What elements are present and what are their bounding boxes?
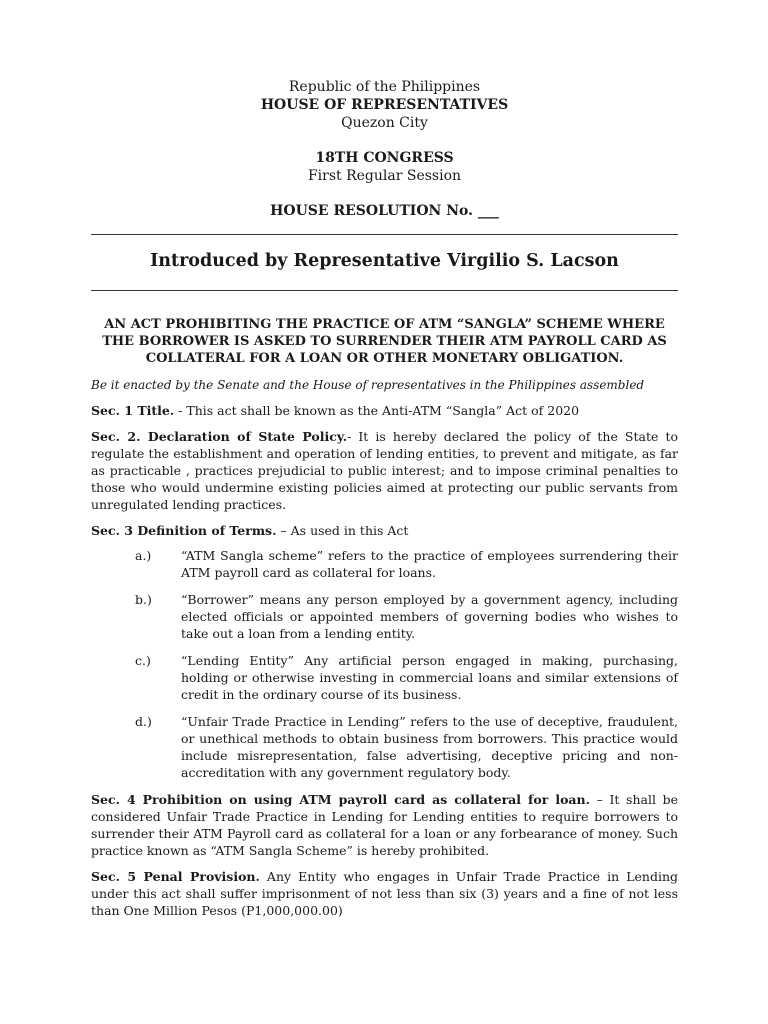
definition-item: [91, 713, 678, 781]
definition-label: b.): [135, 592, 152, 607]
section-2-body: - It is hereby declared the policy of the State to regulate the establishment and operation of lending entities, to prevent and mitigate, as far as practicable , practices prejudicial to public interest; and to impose criminal penalties to those who would undermine existing policies aimed at protecting our public servants from unregulated lending practices.: [91, 429, 678, 512]
section-5: [91, 868, 678, 919]
enacting-clause: Be it enacted by the Senate and the House of representatives in the Philippines assembled: [91, 378, 645, 392]
house-line: HOUSE OF REPRESENTATIVES: [260, 97, 509, 113]
section-2: [91, 428, 678, 513]
resolution-line: HOUSE RESOLUTION No. ___: [270, 203, 499, 219]
section-4-heading: Sec. 4 Prohibition on using ATM payroll card as collateral for loan.: [91, 792, 590, 807]
section-1-heading: Sec. 1 Title.: [91, 403, 175, 418]
session-line: First Regular Session: [307, 168, 462, 184]
section-4-body: – It shall be considered Unfair Trade Practice in Lending for Lending entities to require borrowers to surrender their ATM Payroll card as collateral for a loan or any forbearance of money. Such practice known as “ATM Sangla Scheme” is hereby prohibited.: [91, 792, 678, 858]
section-2-heading: Sec. 2. Declaration of State Policy.: [91, 429, 348, 444]
definition-text: “Unfair Trade Practice in Lending” refers to the use of deceptive, fraudulent, or unethical methods to obtain business from borrowers. This practice would include misrepresentation, false advertising, deceptive pricing and non-accreditation with any government regulatory body.: [181, 714, 678, 780]
section-3-body: – As used in this Act: [276, 523, 409, 538]
definition-text: “Borrower” means any person employed by a government agency, including elected officials or appointed members of governing bodies who wishes to take out a loan from a lending entity.: [181, 592, 678, 641]
bottom-divider: [91, 290, 678, 291]
definition-item: [91, 652, 678, 703]
section-5-heading: Sec. 5 Penal Provision.: [91, 869, 260, 884]
section-3: [91, 522, 678, 539]
document-page: [91, 78, 678, 919]
definition-text: “Lending Entity” Any artificial person engaged in making, purchasing, holding or otherwise investing in commercial loans and similar extensions of credit in the ordinary course of its business.: [181, 653, 678, 702]
definitions-list: [91, 547, 678, 781]
section-1-body: - This act shall be known as the Anti-ATM “Sangla” Act of 2020: [174, 403, 580, 418]
section-4: [91, 791, 678, 859]
definition-item: [91, 547, 678, 581]
definition-text: “ATM Sangla scheme” refers to the practice of employees surrendering their ATM payroll card as collateral for loans.: [181, 548, 678, 580]
definition-item: [91, 591, 678, 642]
definition-label: c.): [135, 653, 151, 668]
introduced-by: Introduced by Representative Virgilio S. Lacson: [150, 251, 619, 271]
section-1: [91, 402, 678, 419]
definition-label: a.): [135, 548, 152, 563]
definition-label: d.): [135, 714, 152, 729]
city-line: Quezon City: [341, 115, 428, 131]
section-3-heading: Sec. 3 Definition of Terms.: [91, 523, 277, 538]
section-5-body: Any Entity who engages in Unfair Trade Practice in Lending under this act shall suffer imprisonment of not less than six (3) years and a fine of not less than One Million Pesos (P1,000,000.00): [91, 869, 678, 918]
top-divider: [91, 234, 678, 235]
republic-line: Republic of the Philippines: [288, 79, 481, 95]
congress-line: 18TH CONGRESS: [315, 150, 454, 166]
act-title: AN ACT PROHIBITING THE PRACTICE OF ATM “SANGLA” SCHEME WHERE THE BORROWER IS ASKED TO SURRENDER THEIR ATM PAYROLL CARD AS COLLATERAL FOR A LOAN OR OTHER MONETARY OBLIGATION.: [102, 317, 667, 366]
